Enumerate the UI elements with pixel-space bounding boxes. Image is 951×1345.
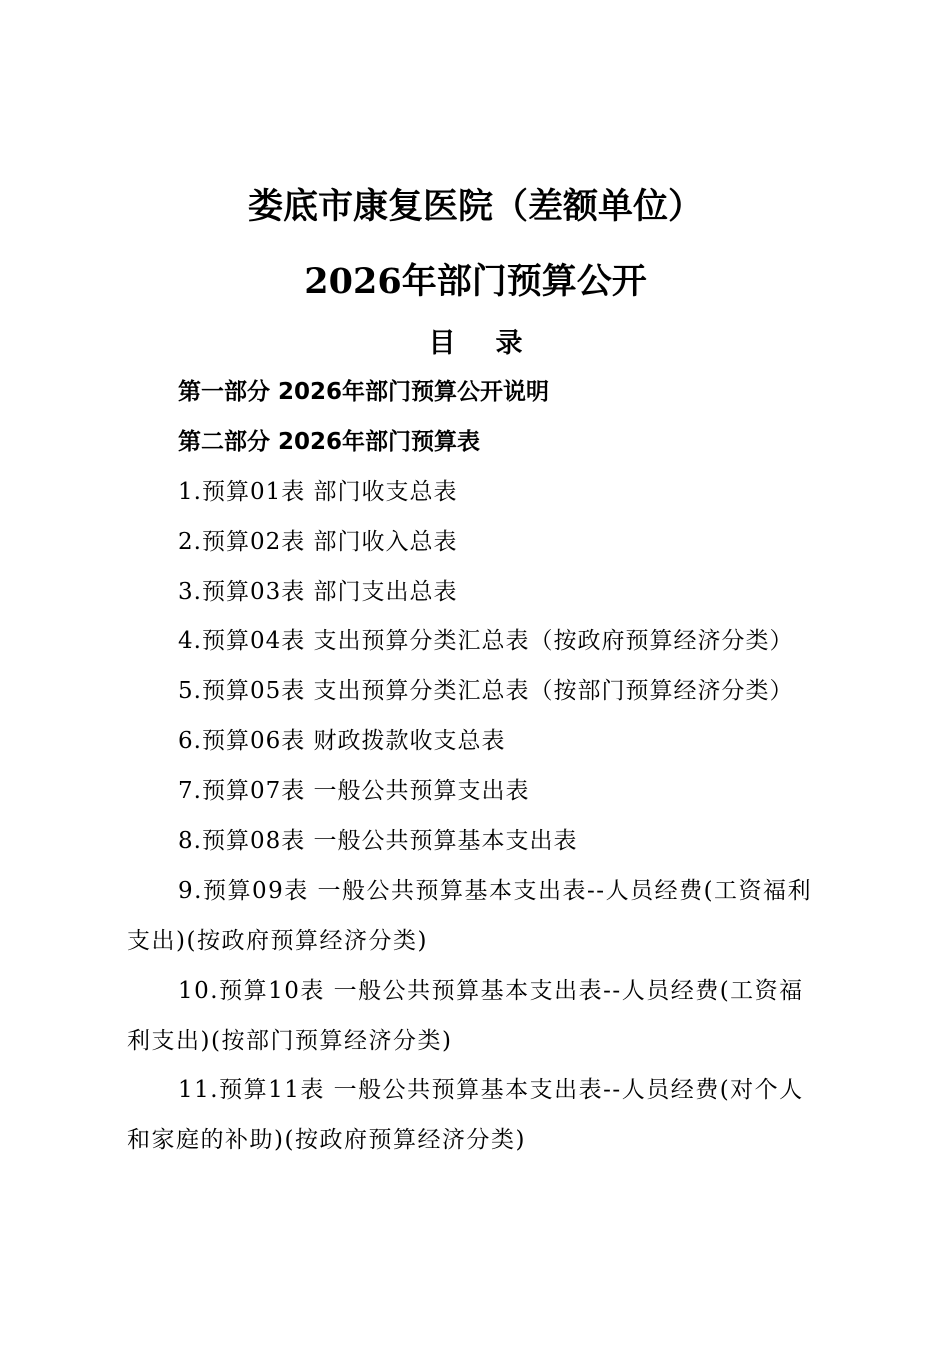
toc-item-2: 2.预算02表 部门收入总表 (178, 529, 458, 555)
toc-item-4: 4.预算04表 支出预算分类汇总表（按政府预算经济分类） (178, 628, 794, 654)
toc-item-3: 3.预算03表 部门支出总表 (178, 579, 458, 605)
toc-item-9: 9.预算09表 一般公共预算基本支出表--人员经费(工资福利支出)(按政府预算经济分类) (127, 878, 813, 954)
document-title-line-1: 娄底市康复医院（差额单位） (247, 186, 703, 227)
toc-item-7: 7.预算07表 一般公共预算支出表 (178, 778, 530, 804)
toc-part-2: 第二部分 2026年部门预算表 (178, 429, 481, 455)
toc-item-5: 5.预算05表 支出预算分类汇总表（按部门预算经济分类） (178, 678, 794, 704)
toc-item-8: 8.预算08表 一般公共预算基本支出表 (178, 828, 578, 854)
toc-heading: 目录 (428, 328, 563, 359)
toc-item-1: 1.预算01表 部门收支总表 (178, 479, 458, 505)
toc-item-10: 10.预算10表 一般公共预算基本支出表--人员经费(工资福利支出)(按部门预算经济分类) (127, 978, 804, 1054)
toc-item-6: 6.预算06表 财政拨款收支总表 (178, 728, 506, 754)
document-title-line-2: 2026年部门预算公开 (304, 261, 647, 302)
toc-part-1: 第一部分 2026年部门预算公开说明 (178, 379, 550, 405)
toc-item-11: 11.预算11表 一般公共预算基本支出表--人员经费(对个人和家庭的补助)(按政府预算经济分类) (127, 1077, 804, 1153)
